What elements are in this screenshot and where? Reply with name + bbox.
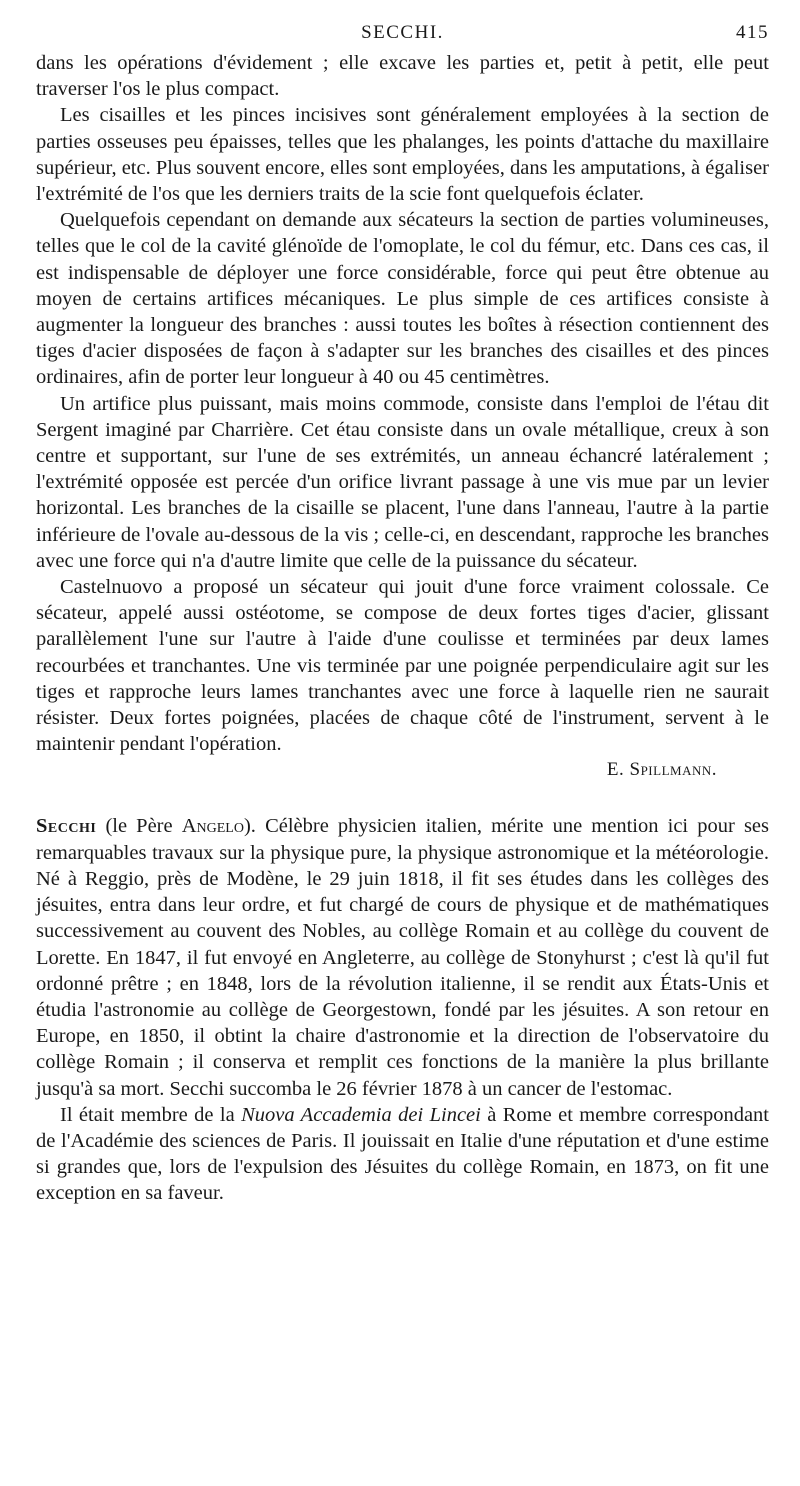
paragraph-secchi-honors [36,1102,769,1207]
paragraph-secateurs: Quelquefois cependant on demande aux sécateurs la section de parties volumineuses, telles que le col de la cavité glénoïde de l'omoplate, le col du fémur, etc. Dans ces cas, il est indispensable de déployer une force considérable, force qui peut être obtenue au moyen de certains artifices mécaniques. Le plus simple de ces artifices consiste à augmenter la longueur des branches : aussi toutes les boîtes à résection contiennent des tiges d'acier disposées de façon à s'adapter sur les branches des cisailles et des pinces ordinaires, afin de porter leur longueur à 40 ou 45 centimètres. [36,209,769,389]
honors-text-start: Il était membre de la [60,1103,242,1126]
article-headword: Secchi [36,815,97,838]
section-divider [36,783,769,813]
headword-close: ). [243,815,256,838]
biography-text: Célèbre physicien italien, mérite une mention ici pour ses remarquables travaux sur la physique pure, la physique astronomique et la météorologie. Né à Reggio, près de Modène, le 29 juin 1818, il fit ses études dans les collèges des jésuites, entra dans leur ordre, et fut chargé de cours de physique et de mathématiques successivement au couvent des Nobles, au collège Romain et au collège du couvent de Lorette. En 1847, il fut envoyé en Angleterre, au collège de Stonyhurst ; c'est là qu'il fut ordonné prêtre ; en 1848, lors de la révolution italienne, il se rendit aux États-Unis et étudia l'astronomie au collège de Georgestown, fondé par les jésuites. A son retour en Europe, en 1850, il obtint la chaire d'astronomie et la direction de l'observatoire du collège Romain ; il conserva et remplit ces fonctions de la manière la plus brillante jusqu'à sa mort. Secchi succomba le 26 février 1878 à un cancer de l'estomac. [36,815,769,1100]
page-header [36,22,769,50]
running-title: SECCHI. [361,22,444,43]
paragraph-secchi-biography [36,813,769,1101]
secchi-article [36,813,769,1206]
academy-name: Nuova Accademia dei Lincei [241,1103,481,1126]
previous-article [36,50,769,783]
paragraph-cisailles: Les cisailles et les pinces incisives sont généralement employées à la section de parties osseuses peu épaisses, telles que les phalanges, les points d'attache du maxillaire supérieur, etc. Plus souvent encore, elles sont employées, dans les amputations, à égaliser l'extrémité de l'os que les derniers traits de la scie font quelquefois éclater. [36,104,769,206]
author-signature: E. Spillmann. [606,759,717,781]
headword-suffix: (le Père [96,815,182,838]
paragraph-continuation: dans les opérations d'évidement ; elle excave les parties et, petit à petit, elle peut traverser l'os le plus compact. [36,52,769,101]
page-number: 415 [736,22,769,43]
paragraph-castelnuovo: Castelnuovo a proposé un sécateur qui jouit d'une force vraiment colossale. Ce sécateur, appelé aussi ostéotome, se compose de deux fortes tiges d'acier, glissant parallèlement l'une sur l'autre à l'aide d'une coulisse et terminées par deux lames recourbées et tranchantes. Une vis terminée par une poignée perpendiculaire agit sur les tiges et rapproche leurs lames tranchantes avec une force à laquelle rien ne saurait résister. Deux fortes poignées, placées de chaque côté de l'instrument, servent à le maintenir pendant l'opération. [36,576,769,756]
given-name: Angelo [181,815,244,838]
paragraph-etau: Un artifice plus puissant, mais moins commode, consiste dans l'emploi de l'étau dit Sergent imaginé par Charrière. Cet étau consiste dans un ovale métallique, creux à son centre et supportant, sur l'une de ses extrémités, un anneau échancré latéralement ; l'extrémité opposée est percée d'un orifice livrant passage à une vis mue par un levier horizontal. Les branches de la cisaille se placent, l'une dans l'anneau, l'autre à la partie inférieure de l'ovale au-dessous de la vis ; celle-ci, en descendant, rapproche les branches avec une force qui n'a d'autre limite que celle de la puissance du sécateur. [36,392,769,572]
book-page [36,22,769,1207]
honors-text-rest: à Rome et membre correspondant de l'Académie des sciences de Paris. Il jouissait en Italie d'une réputation et d'une estime si grandes que, lors de l'expulsion des Jésuites du collège Romain, en 1873, on fit une exception en sa faveur. [36,1103,769,1205]
